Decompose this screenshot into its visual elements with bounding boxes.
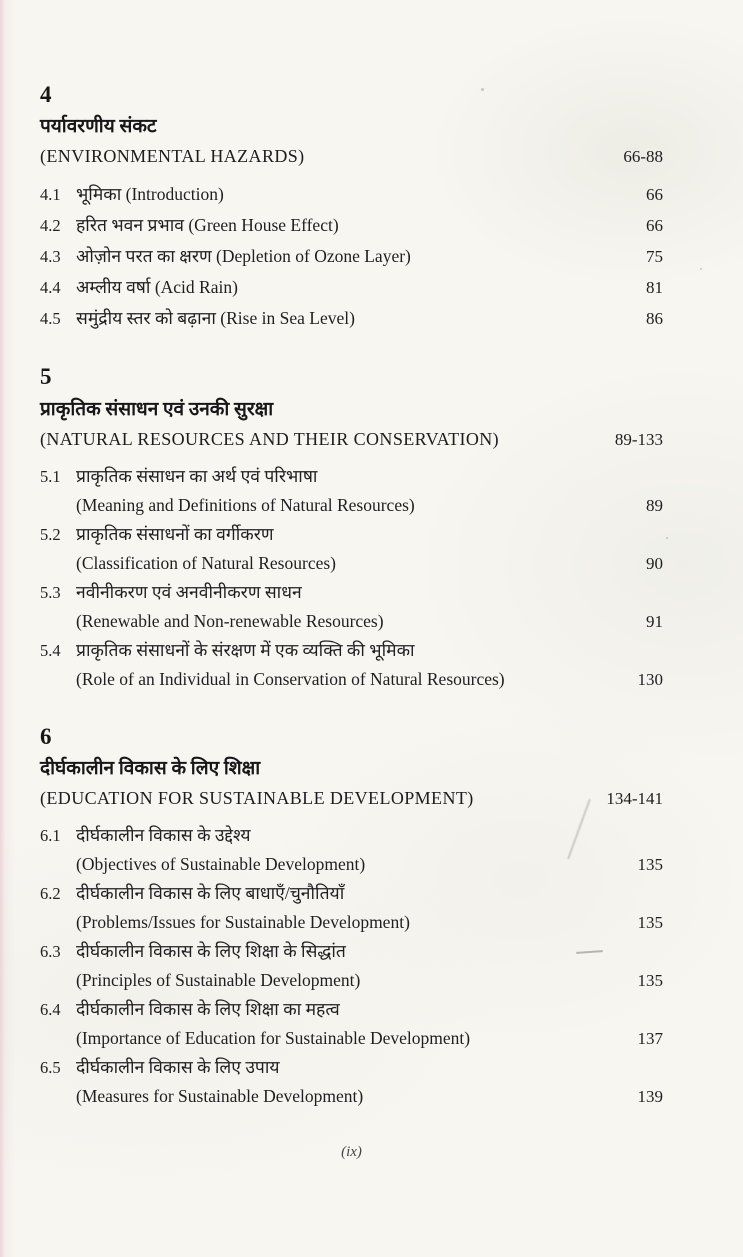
- chapter-title-hindi: दीर्घकालीन विकास के लिए शिक्षा: [40, 757, 261, 779]
- entry-title-hindi: प्राकृतिक संसाधनों के संरक्षण में एक व्यक्ति की भूमिका: [76, 639, 415, 660]
- toc-row: [40, 879, 663, 908]
- entry-title-english: (Renewable and Non-renewable Resources): [76, 610, 384, 631]
- chapter-5-entries: [40, 462, 663, 694]
- chapter-title-english: (NATURAL RESOURCES AND THEIR CONSERVATION): [40, 428, 500, 449]
- entry-title-english: (Role of an Individual in Conservation of Natural Resources): [76, 668, 505, 689]
- entry-number: 4.4: [40, 278, 61, 298]
- toc-row: [40, 937, 663, 966]
- entry-number: 6.2: [40, 883, 61, 903]
- toc-row-continuation: [40, 1082, 663, 1111]
- toc-row: [40, 578, 663, 607]
- entry-number: 6.5: [40, 1057, 61, 1077]
- entry-title-hindi: नवीनीकरण एवं अनवीनीकरण साधन: [76, 581, 302, 602]
- entry-title-hindi: प्राकृतिक संसाधन का अर्थ एवं परिभाषा: [76, 465, 318, 486]
- chapter-title-row: [40, 784, 663, 813]
- page-number-roman: (ix): [341, 1144, 362, 1160]
- entry-number: 4.5: [40, 309, 61, 329]
- toc-row: [40, 995, 663, 1024]
- entry-page: 135: [637, 854, 663, 874]
- entry-page: 81: [646, 278, 663, 298]
- entry-number: 6.1: [40, 825, 61, 845]
- chapter-page-range: 89-133: [614, 429, 663, 449]
- entry-number: 4.2: [40, 216, 61, 236]
- entry-title-english: (Principles of Sustainable Development): [76, 969, 361, 990]
- entry-number: 4.3: [40, 247, 61, 267]
- toc-row-continuation: [40, 908, 663, 937]
- chapter-title-hindi: प्राकृतिक संसाधन एवं उनकी सुरक्षा: [40, 398, 274, 420]
- toc-row: [40, 520, 663, 549]
- chapter-number: 6: [40, 723, 52, 749]
- chapter-6-section: [40, 724, 663, 1111]
- chapter-4-entries: [40, 179, 663, 334]
- toc-row: [40, 1053, 663, 1082]
- entry-title-hindi: दीर्घकालीन विकास के लिए शिक्षा का महत्व: [76, 998, 340, 1019]
- toc-row-continuation: [40, 1024, 663, 1053]
- entry-title-hindi: दीर्घकालीन विकास के लिए शिक्षा के सिद्धांत: [76, 940, 346, 961]
- entry-title-hindi: दीर्घकालीन विकास के लिए बाधाएँ/चुनौतियाँ: [76, 882, 345, 903]
- chapter-number: 5: [40, 364, 52, 390]
- entry-number: 4.1: [40, 185, 61, 205]
- entry-page: 75: [646, 247, 663, 267]
- entry-page: 66: [646, 185, 663, 205]
- entry-page: 91: [646, 611, 663, 631]
- chapter-number: 4: [40, 82, 52, 107]
- scan-speck: [666, 537, 668, 539]
- entry-page: 139: [637, 1086, 663, 1106]
- toc-row: [40, 821, 663, 850]
- entry-title-english: (Importance of Education for Sustainable Development): [76, 1027, 471, 1048]
- entry-number: 5.1: [40, 466, 61, 486]
- entry-title-english: (Problems/Issues for Sustainable Development): [76, 911, 410, 932]
- chapter-page-range: 134-141: [606, 788, 663, 808]
- chapter-5-section: [40, 364, 663, 693]
- entry-page: 130: [637, 669, 663, 689]
- entry-title-english: (Classification of Natural Resources): [76, 552, 336, 573]
- entry-title-english: (Meaning and Definitions of Natural Resources): [76, 494, 415, 515]
- scan-speck: [700, 268, 702, 270]
- entry-number: 5.3: [40, 582, 61, 602]
- entry-title-hindi: दीर्घकालीन विकास के उद्देश्य: [76, 824, 251, 845]
- chapter-title-hindi: पर्यावरणीय संकट: [40, 116, 157, 138]
- chapter-title-english: (ENVIRONMENTAL HAZARDS): [40, 146, 305, 167]
- toc-row-continuation: [40, 491, 663, 520]
- toc-row: [40, 179, 663, 210]
- entry-page: 66: [646, 216, 663, 236]
- toc-row: [40, 272, 663, 303]
- entry-title-english: (Objectives of Sustainable Development): [76, 853, 366, 874]
- scan-speck: [481, 88, 484, 91]
- entry-title: हरित भवन प्रभाव (Green House Effect): [76, 215, 339, 236]
- entry-page: 135: [637, 970, 663, 990]
- entry-title: समुंद्रीय स्तर को बढ़ाना (Rise in Sea Level): [76, 308, 355, 329]
- entry-page: 90: [646, 553, 663, 573]
- chapter-title-row: [40, 425, 663, 454]
- entry-number: 6.3: [40, 941, 61, 961]
- toc-row-continuation: [40, 607, 663, 636]
- toc-row: [40, 462, 663, 491]
- entry-number: 6.4: [40, 999, 61, 1019]
- entry-title: ओज़ोन परत का क्षरण (Depletion of Ozone Layer): [76, 246, 411, 267]
- chapter-page-range: 66-88: [623, 147, 663, 167]
- entry-page: 86: [646, 309, 663, 329]
- entry-title-hindi: दीर्घकालीन विकास के लिए उपाय: [76, 1056, 280, 1077]
- chapter-title-row: [40, 142, 663, 171]
- entry-page: 135: [637, 912, 663, 932]
- entry-number: 5.2: [40, 524, 61, 544]
- chapter-4-section: [40, 82, 663, 334]
- toc-row-continuation: [40, 665, 663, 694]
- toc-row-continuation: [40, 549, 663, 578]
- entry-page: 89: [646, 495, 663, 515]
- toc-row: [40, 636, 663, 665]
- entry-title-english: (Measures for Sustainable Development): [76, 1085, 364, 1106]
- entry-number: 5.4: [40, 640, 61, 660]
- entry-title-hindi: प्राकृतिक संसाधनों का वर्गीकरण: [76, 523, 274, 544]
- toc-row: [40, 210, 663, 241]
- toc-row: [40, 303, 663, 334]
- entry-title: भूमिका (Introduction): [76, 184, 224, 205]
- entry-title: अम्लीय वर्षा (Acid Rain): [76, 277, 238, 298]
- chapter-title-english: (EDUCATION FOR SUSTAINABLE DEVELOPMENT): [40, 787, 474, 808]
- toc-row: [40, 241, 663, 272]
- chapter-6-entries: [40, 821, 663, 1111]
- toc-row-continuation: [40, 966, 663, 995]
- entry-page: 137: [637, 1028, 663, 1048]
